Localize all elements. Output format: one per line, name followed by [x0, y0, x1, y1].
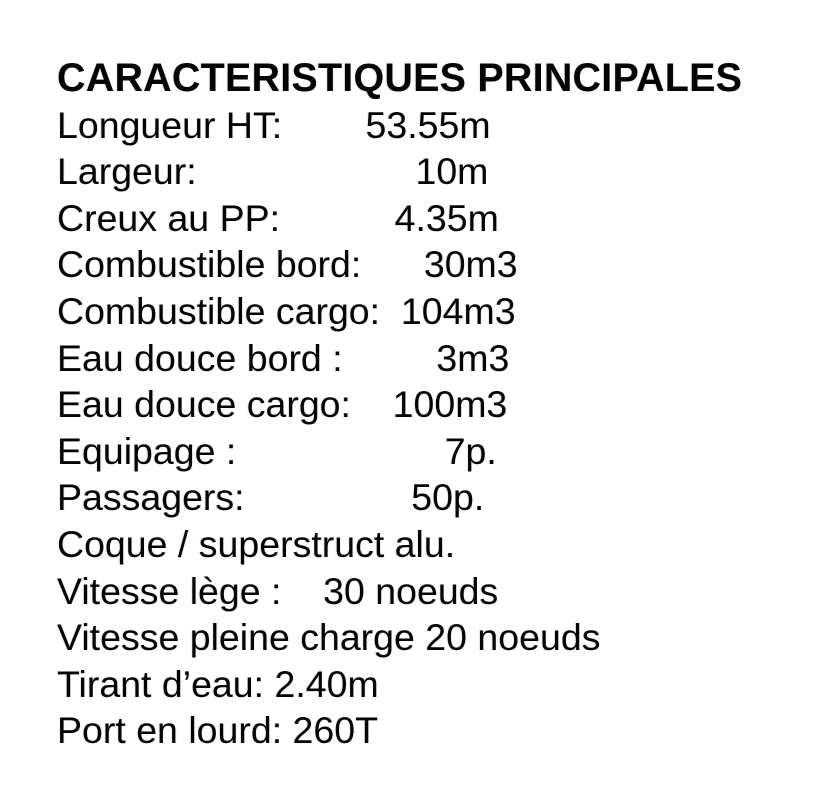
- spec-line-port-en-lourd: Port en lourd: 260T: [57, 709, 379, 752]
- spec-line-largeur: Largeur: 10m: [57, 150, 489, 193]
- spec-line-vitesse-lege: Vitesse lège : 30 noeuds: [57, 569, 499, 612]
- specs-list: [57, 55, 830, 754]
- spec-line-passagers: Passagers: 50p.: [57, 476, 485, 519]
- spec-line-equipage: Equipage : 7p.: [57, 429, 497, 472]
- spec-line-creux-au-pp: Creux au PP: 4.35m: [57, 196, 499, 239]
- spec-line-combustible-bord: Combustible bord: 30m3: [57, 243, 518, 286]
- spec-line-longueur-ht: Longueur HT: 53.55m: [57, 103, 491, 146]
- spec-line-vitesse-pleine-charge: Vitesse pleine charge 20 noeuds: [57, 616, 601, 659]
- doc-title: CARACTERISTIQUES PRINCIPALES: [57, 56, 743, 100]
- spec-line-coque-superstruct: Coque / superstruct alu.: [57, 522, 456, 565]
- spec-line-eau-douce-bord: Eau douce bord : 3m3: [57, 336, 510, 379]
- spec-line-tirant-eau: Tirant d’eau: 2.40m: [57, 662, 379, 705]
- spec-line-eau-douce-cargo: Eau douce cargo: 100m3: [57, 383, 508, 426]
- spec-line-combustible-cargo: Combustible cargo: 104m3: [57, 289, 516, 332]
